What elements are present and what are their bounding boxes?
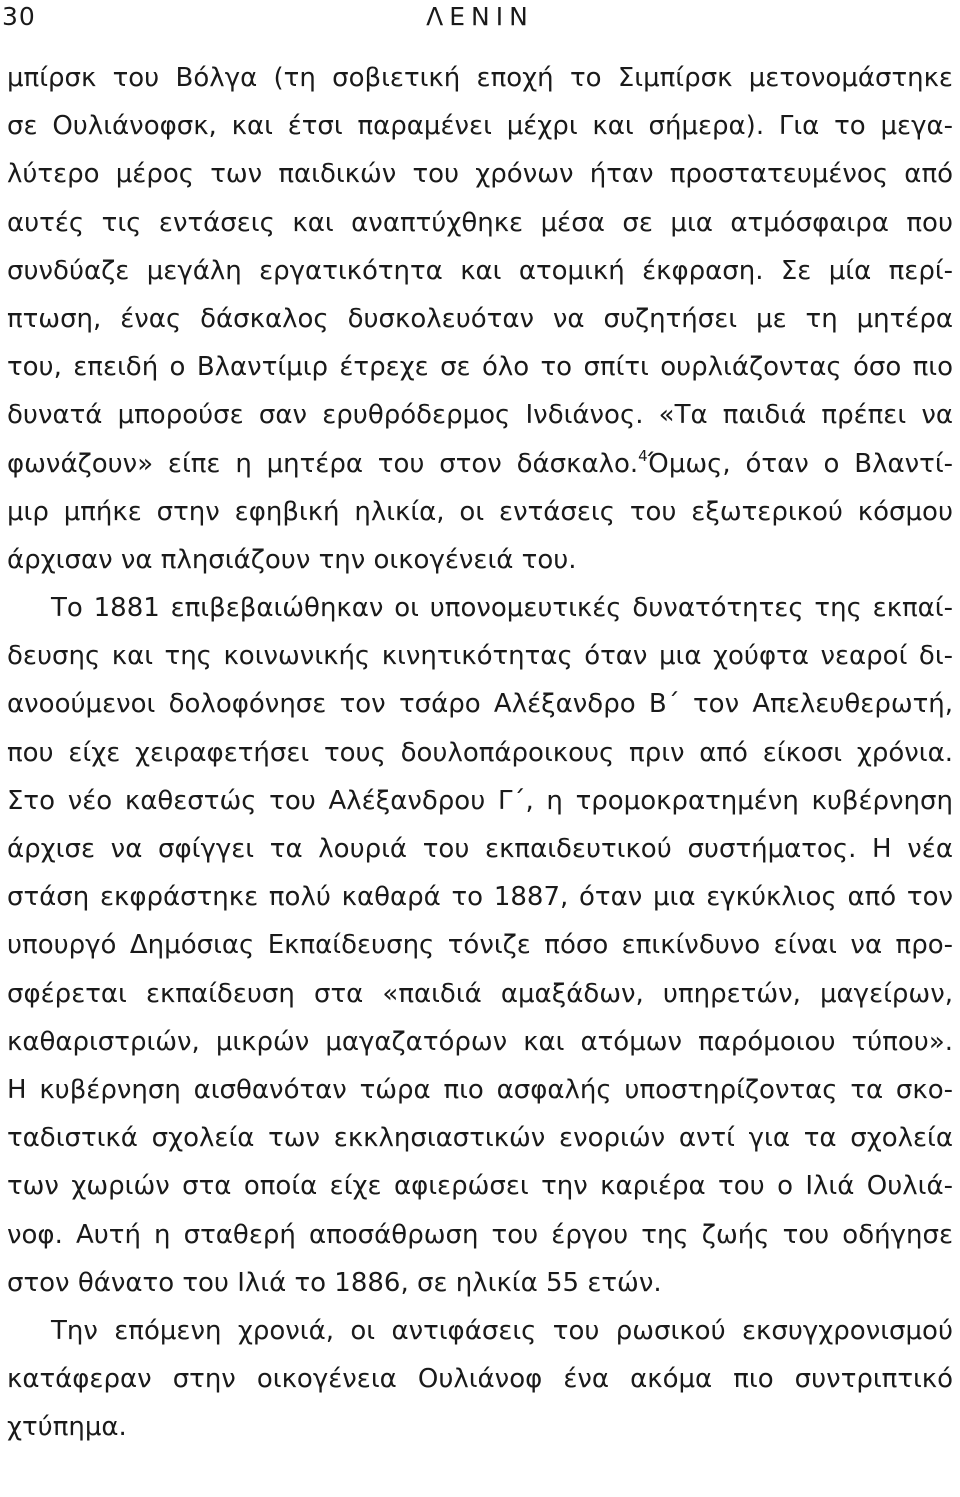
paragraph-3 [7,1307,953,1452]
text-line: χτύπημα. [7,1412,127,1443]
text-line: άρχισαν να πλησιάζουν την οικογένειά του. [7,544,577,575]
text-line: Η κυβέρνηση αισθανόταν τώρα πιο ασφαλής υποστηρίζοντας τα σκο- [7,1074,953,1105]
text-line-with-footnote [7,440,953,488]
text-line: νοφ. Αυτή η σταθερή αποσάθρωση του έργου της ζωής του οδήγησε [7,1219,953,1250]
text-line: του, επειδή ο Βλαντίμιρ έτρεχε σε όλο το σπίτι ουρλιάζοντας όσο πιο [7,352,953,383]
footnote-line-before: φωνάζουν» είπε η μητέρα του στον δάσκαλο. [7,448,639,479]
text-line: κατάφεραν στην οικογένεια Ουλιάνοφ ένα ακόμα πιο συντριπτικό [7,1364,953,1395]
text-line: Την επόμενη χρονιά, οι αντιφάσεις του ρωσικού εκσυγχρονισμού [51,1315,953,1346]
body-text [7,54,953,1451]
text-line: των χωριών στα οποία είχε αφιερώσει την καριέρα του ο Ιλιά Ουλιά- [7,1171,953,1202]
text-line: υπουργό Δημόσιας Εκπαίδευσης τόνιζε πόσο επικίνδυνο είναι να προ- [7,930,953,961]
footnote-line-after: Όμως, όταν ο Βλαντί- [647,448,953,479]
text-line: στον θάνατο του Ιλιά το 1886, σε ηλικία 55 ετών. [7,1267,662,1298]
text-line: δυνατά μπορούσε σαν ερυθρόδερμος Ινδιάνος. «Τα παιδιά πρέπει να [7,400,953,431]
text-line: άρχισε να σφίγγει τα λουριά του εκπαιδευτικού συστήματος. Η νέα [7,834,953,864]
page-header [0,2,960,42]
text-line: αυτές τις εντάσεις και αναπτύχθηκε μέσα σε μια ατμόσφαιρα που [7,207,953,238]
footnote-reference[interactable]: 4 [638,446,648,465]
text-line: πτωση, ένας δάσκαλος δυσκολευόταν να συζητήσει με τη μητέρα [7,303,953,334]
text-line: σφέρεται εκπαίδευση στα «παιδιά αμαξάδων, υπηρετών, μαγείρων, [7,978,953,1009]
text-line: σε Ουλιάνοφσκ, και έτσι παραμένει μέχρι και σήμερα). Για το μεγα- [7,111,953,142]
page-number: 30 [2,2,36,31]
text-line: λύτερο μέρος των παιδικών του χρόνων ήταν προστατευμένος από [7,159,953,190]
text-line: ταδιστικά σχολεία των εκκλησιαστικών ενοριών αντί για τα σχολεία [7,1123,953,1154]
text-line: που είχε χειραφετήσει τους δουλοπάροικους πριν από είκοσι χρόνια. [7,737,953,768]
text-line: στάση εκφράστηκε πολύ καθαρά το 1887, όταν μια εγκύκλιος από τον [7,882,953,913]
text-line: δευσης και της κοινωνικής κινητικότητας όταν μια χούφτα νεαροί δι- [7,641,953,672]
text-line: συνδύαζε μεγάλη εργατικότητα και ατομική έκφραση. Σε μία περί- [7,255,953,286]
text-line: Το 1881 επιβεβαιώθηκαν οι υπονομευτικές δυνατότητες της εκπαί- [51,593,953,624]
paragraph-1 [7,54,953,584]
text-line: μπίρσκ του Βόλγα (τη σοβιετική εποχή το Σιμπίρσκ μετονομάστηκε [7,63,953,93]
text-line: ανοούμενοι δολοφόνησε τον τσάρο Αλέξανδρο Β΄ τον Απελευθερωτή, [7,689,953,720]
text-line: καθαριστριών, μικρών μαγαζατόρων και ατόμων παρόμοιου τύπου». [7,1026,953,1057]
text-line: Στο νέο καθεστώς του Αλέξανδρου Γ΄, η τρομοκρατημένη κυβέρνηση [7,785,953,816]
text-line: μιρ μπήκε στην εφηβική ηλικία, οι εντάσεις του εξωτερικού κόσμου [7,496,953,527]
paragraph-2 [7,584,953,1307]
running-title: ΛΕΝΙΝ [426,2,534,31]
